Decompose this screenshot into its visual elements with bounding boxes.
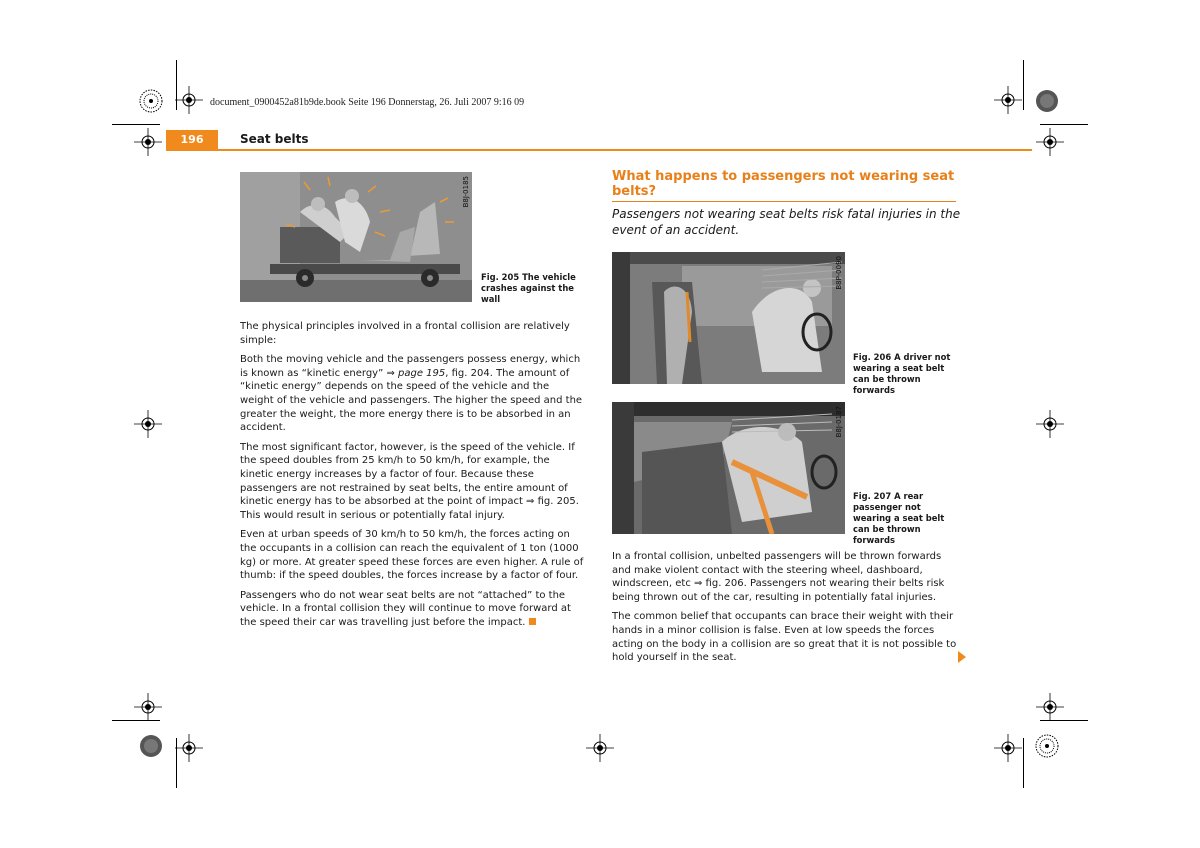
registration-mark-right-lower <box>1036 693 1064 721</box>
registration-mark-bottom-right <box>994 734 1022 762</box>
paragraph: Even at urban speeds of 30 km/h to 50 km/h, the forces acting on the occupants in a collision can reach the equivalent of 1 ton (1000 kg) or more. At greater speed these forces are even higher. A rule of thumb: if the speed doubles, the forces increase by a factor of four. <box>240 529 584 582</box>
crop-line <box>176 60 177 110</box>
color-target-bottom-right <box>1035 734 1059 762</box>
text-run: Both the moving vehicle and the passengers possess energy, which is known as “kinetic energy” ⇒ <box>240 354 581 379</box>
crop-line <box>1023 738 1024 788</box>
registration-mark-bottom-left <box>175 734 203 762</box>
heading-rule <box>612 201 956 202</box>
print-slug: document_0900452a81b9de.book Seite 196 Donnerstag, 26. Juli 2007 9:16 09 <box>210 97 525 108</box>
crop-line <box>1040 720 1088 721</box>
registration-mark-bottom-center <box>586 734 614 762</box>
figure-206-caption: Fig. 206 A driver not wearing a seat belt can be thrown forwards <box>853 352 951 395</box>
registration-mark-left-upper <box>134 128 162 156</box>
left-column-text <box>240 320 585 635</box>
crop-line <box>1023 60 1024 110</box>
section-heading: What happens to passengers not wearing seat belts? <box>612 169 955 199</box>
registration-mark-top-left <box>175 86 203 114</box>
figure-205-caption: Fig. 205 The vehicle crashes against the wall <box>481 272 576 304</box>
registration-mark-top-right <box>994 86 1022 114</box>
page-number: 196 <box>166 130 218 150</box>
registration-mark-right-middle <box>1036 410 1064 438</box>
crop-line <box>1040 124 1088 125</box>
text-run: Passengers who do not wear seat belts are not “attached” to the vehicle. In a frontal collision they will continue to move forward at the speed their car was travelling just before the impact. <box>240 589 571 628</box>
text-run: , fig. 204. The amount of “kinetic energy” depends on the speed of the vehicle and the weight of the vehicle and passengers. The higher the speed and the greater the weight, the more energy there is to be absorbed in an accident. <box>240 367 583 434</box>
registration-mark-right-upper <box>1036 128 1064 156</box>
paragraph <box>240 353 585 435</box>
color-target-bottom-left <box>139 734 163 762</box>
section-title: Seat belts <box>240 132 309 146</box>
paragraph: The physical principles involved in a frontal collision are relatively simple: <box>240 321 570 346</box>
figure-205-crash-illustration <box>240 172 472 302</box>
figure-207-caption: Fig. 207 A rear passenger not wearing a seat belt can be thrown forwards <box>853 491 945 545</box>
header-rule <box>166 149 1032 151</box>
section-intro: Passengers not wearing seat belts risk fatal injuries in the event of an accident. <box>612 207 961 237</box>
page-reference-link[interactable]: page 195 <box>398 367 446 379</box>
paragraph: In a frontal collision, unbelted passengers will be thrown forwards and make violent contact with the steering wheel, dashboard, windscreen, etc ⇒ fig. 206. Passengers not wearing their belts risk being thrown out of the car, resulting in potentially fatal injuries. <box>612 551 945 603</box>
crop-line <box>112 124 160 125</box>
end-of-section-icon <box>529 618 536 625</box>
paragraph: The common belief that occupants can brace their weight with their hands in a minor collision is false. Even at low speeds the forces acting on the body in a collision are so great that it is not possible to hold yourself in the seat. <box>612 611 957 664</box>
color-target-top-left <box>139 89 163 117</box>
figure-206-code: B8P-0090 <box>835 256 843 290</box>
continue-arrow-icon <box>958 651 966 663</box>
figure-206-driver-illustration <box>612 252 845 384</box>
color-target-top-right <box>1035 89 1059 117</box>
right-column-text <box>612 550 957 671</box>
paragraph <box>240 589 585 630</box>
crop-line <box>176 738 177 788</box>
registration-mark-left-middle <box>134 410 162 438</box>
figure-207-code: B8J-0187 <box>835 406 843 438</box>
crop-line <box>112 720 160 721</box>
figure-205-code: B8J-0185 <box>462 176 470 208</box>
registration-mark-left-lower <box>134 693 162 721</box>
paragraph: The most significant factor, however, is the speed of the vehicle. If the speed doubles from 25 km/h to 50 km/h, for example, the kinetic energy increases by a factor of four. Because these passengers are not restrained by seat belts, the entire amount of kinetic energy has to be absorbed at the point of impact ⇒ fig. 205. This would result in serious or potentially fatal injury. <box>240 441 579 521</box>
figure-207-rear-passenger-illustration <box>612 402 845 534</box>
